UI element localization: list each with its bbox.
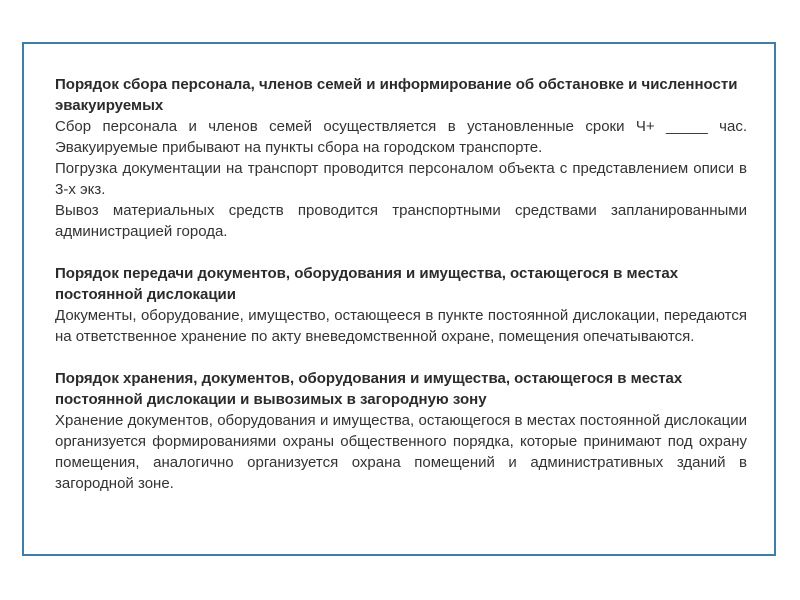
paragraph: Документы, оборудование, имущество, остающееся в пункте постоянной дислокации, передаются на ответственное хранение по акту вневедомственной охране, помещения опечатываются. <box>55 307 747 345</box>
paragraph: Вывоз материальных средств проводится транспортными средствами запланированными администрацией города. <box>55 202 747 240</box>
paragraph: Погрузка документации на транспорт проводится персоналом объекта с представлением описи в 3-х экз. <box>55 160 747 198</box>
section-storage <box>55 368 747 494</box>
section-heading: Порядок сбора персонала, членов семей и информирование об обстановке и численности эвакуируемых <box>55 76 738 114</box>
paragraph: Хранение документов, оборудования и имущества, остающегося в местах постоянной дислокации организуется формированиями охраны общественного порядка, которые принимают под охрану помещения, аналогично организуется охрана помещений и административных зданий в загородной зоне. <box>55 412 747 492</box>
section-heading: Порядок хранения, документов, оборудования и имущества, остающегося в местах постоянной дислокации и вывозимых в загородную зону <box>55 370 683 408</box>
paragraph: Сбор персонала и членов семей осуществляется в установленные сроки Ч+ _____ час. Эвакуируемые прибывают на пункты сбора на городском транспорте. <box>55 118 747 156</box>
section-transfer <box>55 263 747 347</box>
section-assembly <box>55 74 747 242</box>
document-body <box>55 74 747 494</box>
section-heading: Порядок передачи документов, оборудования и имущества, остающегося в местах постоянной дислокации <box>55 265 679 303</box>
